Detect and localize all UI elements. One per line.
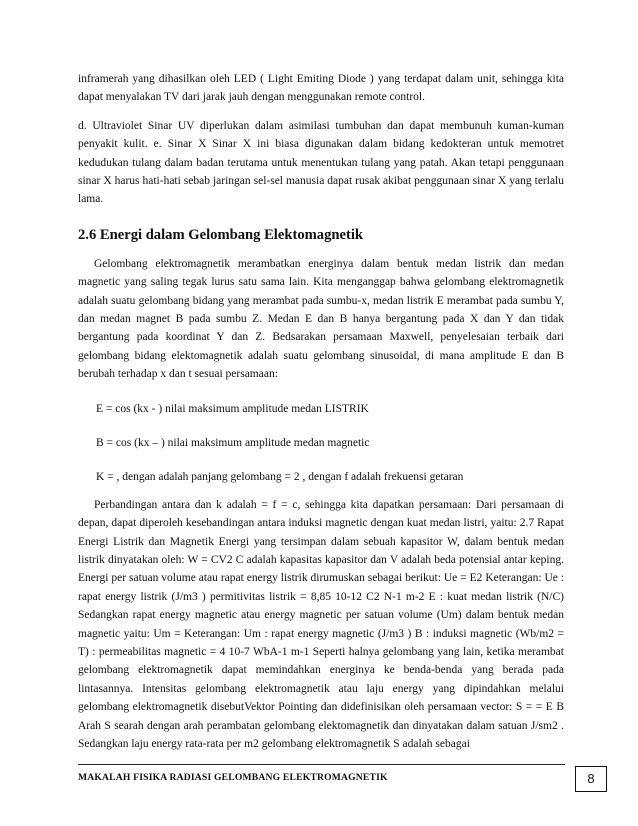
footer-divider [78, 764, 565, 765]
paragraph-ultraviolet-sinar-x: d. Ultraviolet Sinar UV diperlukan dalam asimilasi tumbuhan dan dapat membunuh kuman-kuman penyakit kulit. e. Sinar X Sinar X ini biasa digunakan dalam bidang kedokteran untuk memotret kedudukan tulang dalam badan terutama untuk menentukan tulang yang patah. Akan tetapi penggunaan sinar X harus hati-hati sebab jaringan sel-sel manusia dapat rusak akibat penggunaan sinar X yang terlalu lama. [78, 119, 564, 206]
section-heading: 2.6 Energi dalam Gelombang Elektomagnetik [78, 226, 363, 243]
page-content [78, 70, 564, 753]
footer-title: MAKALAH FISIKA RADIASI GELOMBANG ELEKTROMAGNETIK [78, 772, 388, 783]
formula-e: E = cos (kx - ) nilai maksimum amplitude medan LISTRIK [96, 402, 369, 415]
paragraph-energi-gelombang: Gelombang elektromagnetik merambatkan energinya dalam bentuk medan listrik dan medan magnetic yang saling tegak lurus satu sama lain. Kita menganggap bahwa gelombang elektromagnetik adalah suatu gelombang bidang yang merambat pada sumbu-x, medan listrik E merambat pada sumbu Y, dan medan magnet B pada sumbu Z. Medan E dan B hanya bergantung pada X dan Y dan tidak bergantung pada koordinat Y dan Z. Bedsarakan persamaan Maxwell, penyelesaian terbaik dari gelombang bidang elektomagnetik adalah suatu gelombang sinusoidal, di mana amplitude E dan B berubah terhadap x dan t sesuai persamaan: [78, 257, 564, 381]
formula-b: B = cos (kx – ) nilai maksimum amplitude medan magnetic [96, 436, 370, 449]
page-number: 8 [575, 766, 607, 792]
paragraph-inframerah: inframerah yang dihasilkan oleh LED ( Light Emiting Diode ) yang terdapat dalam unit, sehingga kita dapat menyalakan TV dari jarak jauh dengan menggunakan remote control. [78, 73, 564, 104]
paragraph-rapat-energi: Perbandingan antara dan k adalah = f = c, sehingga kita dapatkan persamaan: Dari persamaan di depan, dapat diperoleh kesebandingan antara induksi magnetic dengan kuat medan listri, yaitu: 2.7 Rapat Energi Listrik dan Magnetik Energi yang tersimpan dalam sebuah kapasitor W, dalam bentuk medan listrik dinyatakan oleh: W = CV2 C adalah kapasitas kapasitor dan V adalah beda potensial antar keping. Energi per satuan volume atau rapat energy listrik dirumuskan sebagai berikut: Ue = E2 Keterangan: Ue : rapat energy listrik (J/m3 ) permitivitas listrik = 8,85 10-12 C2 N-1 m-2 E : kuat medan listrik (N/C) Sedangkan rapat energy magnetic atau energy magnetic per satuan volume (Um) dalam bentuk medan magnetic yaitu: Um = Keterangan: Um : rapat energy magnetic (J/m3 ) B : induksi magnetic (Wb/m2 = T) : permeabilitas magnetic = 4 10-7 WbA-1 m-1 Seperti halnya gelombang yang lain, ketika merambat gelombang elektromagnetik dapat memindahkan energinya ke benda-benda yang berada pada lintasannya. Intensitas gelombang elektromagnetik atau laju energy yang dipindahkan melalui gelombang elektromagnetik disebutVektor Pointing dan didefinisikan oleh persamaan vector: S = = E B Arah S searah dengan arah perambatan gelombang elektomagnetik dan dinyatakan dalam satuan J/sm2 . Sedangkan laju energy rata-rata per m2 gelombang elektromagnetik S adalah sebagai [78, 498, 564, 750]
formula-k: K = , dengan adalah panjang gelombang = 2 , dengan f adalah frekuensi getaran [96, 470, 464, 483]
